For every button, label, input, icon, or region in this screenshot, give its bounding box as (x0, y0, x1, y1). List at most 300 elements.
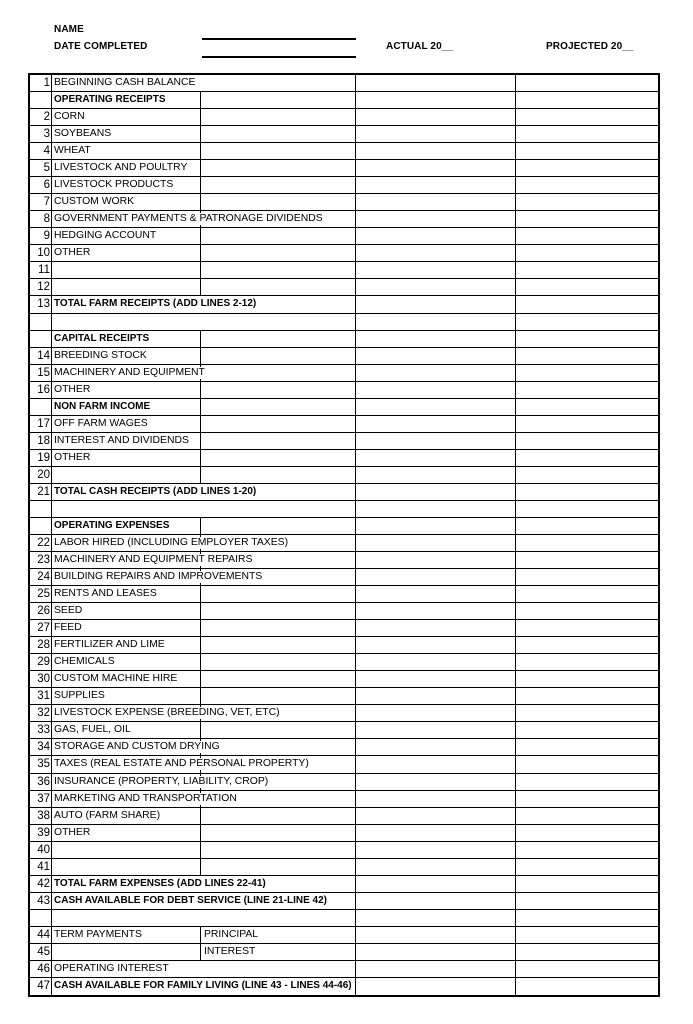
table-row (30, 586, 658, 603)
actual-value-cell[interactable] (356, 791, 516, 807)
actual-value-cell[interactable] (356, 978, 516, 995)
table-row (30, 501, 658, 518)
line-label: LIVESTOCK AND POULTRY (54, 162, 188, 174)
table-row (30, 774, 658, 791)
actual-value-cell[interactable] (356, 910, 516, 926)
actual-value-cell[interactable] (356, 739, 516, 755)
line-description-cell (52, 211, 356, 227)
line-description-cell (52, 160, 356, 176)
table-row (30, 365, 658, 382)
line-description-cell (52, 450, 356, 466)
column-divider (200, 348, 201, 364)
actual-value-cell[interactable] (356, 92, 516, 108)
table-row (30, 739, 658, 756)
actual-value-cell[interactable] (356, 126, 516, 142)
line-number: 30 (30, 671, 52, 687)
line-description-cell (52, 944, 356, 960)
table-row (30, 450, 658, 467)
projected-value-cell[interactable] (516, 808, 658, 824)
line-number: 42 (30, 876, 52, 892)
line-description-cell (52, 876, 356, 892)
line-description-cell (52, 586, 356, 602)
projected-value-cell[interactable] (516, 228, 658, 244)
actual-value-cell[interactable] (356, 654, 516, 670)
table-row (30, 279, 658, 296)
table-row (30, 688, 658, 705)
projected-value-cell[interactable] (516, 893, 658, 909)
column-divider (200, 126, 201, 142)
actual-value-cell[interactable] (356, 756, 516, 772)
column-divider (200, 279, 201, 295)
line-number: 7 (30, 194, 52, 210)
actual-value-cell[interactable] (356, 467, 516, 483)
projected-value-cell[interactable] (516, 296, 658, 312)
line-description-cell (52, 296, 356, 312)
line-label: LABOR HIRED (INCLUDING EMPLOYER TAXES) (54, 537, 289, 548)
projected-value-cell[interactable] (516, 92, 658, 108)
projected-value-cell[interactable] (516, 331, 658, 347)
actual-value-cell[interactable] (356, 296, 516, 312)
actual-value-cell[interactable] (356, 245, 516, 261)
line-number: 14 (30, 348, 52, 364)
line-description-cell (52, 705, 356, 721)
name-label: NAME (54, 24, 84, 35)
line-number: 20 (30, 467, 52, 483)
column-divider (200, 433, 201, 449)
table-row (30, 552, 658, 569)
actual-value-cell[interactable] (356, 194, 516, 210)
line-label: AUTO (FARM SHARE) (54, 809, 161, 821)
line-description-cell (52, 245, 356, 261)
actual-value-cell[interactable] (356, 382, 516, 398)
actual-value-cell[interactable] (356, 348, 516, 364)
actual-value-cell[interactable] (356, 688, 516, 704)
line-number (30, 314, 52, 330)
projected-value-cell[interactable] (516, 688, 658, 704)
line-label: CUSTOM WORK (54, 196, 135, 208)
line-description-cell (52, 620, 356, 636)
projected-value-cell[interactable] (516, 433, 658, 449)
actual-value-cell[interactable] (356, 842, 516, 858)
table-row (30, 331, 658, 348)
line-number: 39 (30, 825, 52, 841)
actual-value-cell[interactable] (356, 552, 516, 568)
projected-value-cell[interactable] (516, 143, 658, 159)
column-divider (200, 416, 201, 432)
projected-value-cell[interactable] (516, 262, 658, 278)
projected-value-cell[interactable] (516, 501, 658, 517)
table-row (30, 177, 658, 194)
actual-value-cell[interactable] (356, 314, 516, 330)
line-number: 18 (30, 433, 52, 449)
projected-value-cell[interactable] (516, 518, 658, 534)
column-divider (200, 620, 201, 636)
line-description-cell (52, 331, 356, 347)
line-label: TOTAL FARM EXPENSES (ADD LINES 22-41) (54, 877, 266, 889)
actual-value-cell[interactable] (356, 671, 516, 687)
table-row (30, 910, 658, 927)
projected-value-cell[interactable] (516, 842, 658, 858)
actual-value-cell[interactable] (356, 825, 516, 841)
line-label: LIVESTOCK EXPENSE (BREEDING, VET, ETC) (54, 707, 280, 719)
line-label: CORN (54, 111, 85, 123)
projected-column-header: PROJECTED 20__ (546, 41, 634, 52)
line-description-cell (52, 893, 356, 909)
line-description-cell (52, 756, 356, 772)
line-description-cell (52, 382, 356, 398)
table-row (30, 756, 658, 773)
projected-value-cell[interactable] (516, 910, 658, 926)
date-field-line[interactable] (202, 56, 356, 58)
projected-value-cell[interactable] (516, 927, 658, 943)
table-row (30, 399, 658, 416)
projected-value-cell[interactable] (516, 314, 658, 330)
actual-value-cell[interactable] (356, 228, 516, 244)
line-description-cell (52, 825, 356, 841)
line-number: 13 (30, 296, 52, 312)
line-description-cell (52, 143, 356, 159)
line-number: 4 (30, 143, 52, 159)
table-row (30, 211, 658, 228)
projected-value-cell[interactable] (516, 75, 658, 91)
table-row (30, 518, 658, 535)
projected-value-cell[interactable] (516, 739, 658, 755)
projected-value-cell[interactable] (516, 211, 658, 227)
column-divider (200, 228, 201, 244)
column-divider (200, 382, 201, 398)
line-description-cell (52, 109, 356, 125)
line-label: GAS, FUEL, OIL (54, 724, 131, 736)
projected-value-cell[interactable] (516, 774, 658, 790)
line-description-cell (52, 228, 356, 244)
actual-value-cell[interactable] (356, 331, 516, 347)
line-label: RENTS AND LEASES (54, 588, 157, 600)
actual-value-cell[interactable] (356, 160, 516, 176)
line-label: STORAGE AND CUSTOM DRYING (54, 741, 220, 753)
line-label: SUPPLIES (54, 690, 105, 702)
projected-value-cell[interactable] (516, 961, 658, 977)
projected-value-cell[interactable] (516, 365, 658, 381)
line-number: 15 (30, 365, 52, 381)
table-row (30, 603, 658, 620)
line-description-cell (52, 671, 356, 687)
actual-value-cell[interactable] (356, 450, 516, 466)
projected-value-cell[interactable] (516, 535, 658, 551)
line-description-cell (52, 399, 356, 415)
line-description-cell (52, 808, 356, 824)
column-divider (200, 331, 201, 347)
cash-flow-table (28, 73, 660, 997)
line-description-cell (52, 535, 356, 551)
actual-value-cell[interactable] (356, 620, 516, 636)
table-row (30, 433, 658, 450)
actual-value-cell[interactable] (356, 433, 516, 449)
column-divider (200, 654, 201, 670)
column-divider (200, 842, 201, 858)
table-row (30, 791, 658, 808)
projected-value-cell[interactable] (516, 654, 658, 670)
actual-value-cell[interactable] (356, 518, 516, 534)
projected-value-cell[interactable] (516, 586, 658, 602)
actual-value-cell[interactable] (356, 143, 516, 159)
line-label: INSURANCE (PROPERTY, LIABILITY, CROP) (54, 775, 269, 787)
projected-value-cell[interactable] (516, 825, 658, 841)
projected-value-cell[interactable] (516, 978, 658, 995)
table-row (30, 927, 658, 944)
line-label: FEED (54, 622, 82, 634)
actual-value-cell[interactable] (356, 774, 516, 790)
line-number: 38 (30, 808, 52, 824)
line-label: OPERATING INTEREST (54, 962, 169, 974)
line-label: OTHER (54, 383, 91, 395)
line-sublabel: INTEREST (204, 945, 256, 957)
projected-value-cell[interactable] (516, 348, 658, 364)
line-label: NON FARM INCOME (54, 400, 151, 412)
line-description-cell (52, 722, 356, 738)
actual-column-header: ACTUAL 20__ (386, 41, 454, 52)
actual-value-cell[interactable] (356, 109, 516, 125)
line-description-cell (52, 484, 356, 500)
table-row (30, 569, 658, 586)
projected-value-cell[interactable] (516, 569, 658, 585)
line-number: 41 (30, 859, 52, 875)
projected-value-cell[interactable] (516, 160, 658, 176)
projected-value-cell[interactable] (516, 944, 658, 960)
line-label: SEED (54, 605, 83, 617)
line-label: FERTILIZER AND LIME (54, 639, 165, 651)
line-number: 32 (30, 705, 52, 721)
line-label: GOVERNMENT PAYMENTS & PATRONAGE DIVIDENDS (54, 213, 323, 225)
actual-value-cell[interactable] (356, 944, 516, 960)
projected-value-cell[interactable] (516, 859, 658, 875)
projected-value-cell[interactable] (516, 756, 658, 772)
projected-value-cell[interactable] (516, 637, 658, 653)
line-number: 35 (30, 756, 52, 772)
table-row (30, 126, 658, 143)
column-divider (200, 92, 201, 108)
actual-value-cell[interactable] (356, 365, 516, 381)
actual-value-cell[interactable] (356, 416, 516, 432)
projected-value-cell[interactable] (516, 194, 658, 210)
table-row (30, 484, 658, 501)
line-label: LIVESTOCK PRODUCTS (54, 179, 174, 191)
projected-value-cell[interactable] (516, 876, 658, 892)
line-description-cell (52, 978, 356, 995)
date-completed-label: DATE COMPLETED (54, 41, 148, 52)
projected-value-cell[interactable] (516, 791, 658, 807)
projected-value-cell[interactable] (516, 399, 658, 415)
line-number: 2 (30, 109, 52, 125)
table-row (30, 109, 658, 126)
line-description-cell (52, 314, 356, 330)
line-number: 33 (30, 722, 52, 738)
actual-value-cell[interactable] (356, 211, 516, 227)
line-label: WHEAT (54, 145, 91, 157)
line-number: 34 (30, 739, 52, 755)
actual-value-cell[interactable] (356, 705, 516, 721)
line-sublabel: PRINCIPAL (204, 928, 259, 940)
table-row (30, 893, 658, 910)
projected-value-cell[interactable] (516, 126, 658, 142)
projected-value-cell[interactable] (516, 109, 658, 125)
actual-value-cell[interactable] (356, 484, 516, 500)
table-row (30, 416, 658, 433)
table-row (30, 876, 658, 893)
actual-value-cell[interactable] (356, 808, 516, 824)
line-description-cell (52, 637, 356, 653)
actual-value-cell[interactable] (356, 399, 516, 415)
line-description-cell (52, 416, 356, 432)
table-row (30, 262, 658, 279)
table-row (30, 467, 658, 484)
line-number: 43 (30, 893, 52, 909)
line-label: OPERATING RECEIPTS (54, 94, 166, 106)
line-number: 47 (30, 978, 52, 995)
line-label: TAXES (REAL ESTATE AND PERSONAL PROPERTY) (54, 758, 309, 770)
line-number: 44 (30, 927, 52, 943)
line-number: 36 (30, 774, 52, 790)
projected-value-cell[interactable] (516, 416, 658, 432)
actual-value-cell[interactable] (356, 569, 516, 585)
line-label: MARKETING AND TRANSPORTATION (54, 792, 237, 804)
table-row (30, 825, 658, 842)
line-description-cell (52, 92, 356, 108)
column-divider (200, 160, 201, 176)
line-description-cell (52, 279, 356, 295)
line-number: 17 (30, 416, 52, 432)
line-label: CASH AVAILABLE FOR DEBT SERVICE (LINE 21-LINE 42) (54, 894, 327, 906)
line-description-cell (52, 501, 356, 517)
table-row (30, 92, 658, 109)
table-row (30, 160, 658, 177)
projected-value-cell[interactable] (516, 177, 658, 193)
column-divider (200, 262, 201, 278)
actual-value-cell[interactable] (356, 961, 516, 977)
column-divider (200, 671, 201, 687)
table-row (30, 245, 658, 262)
line-number: 11 (30, 262, 52, 278)
line-number: 19 (30, 450, 52, 466)
line-label: TERM PAYMENTS (54, 928, 142, 940)
line-label: CUSTOM MACHINE HIRE (54, 673, 178, 685)
projected-value-cell[interactable] (516, 279, 658, 295)
actual-value-cell[interactable] (356, 722, 516, 738)
table-row (30, 535, 658, 552)
projected-value-cell[interactable] (516, 705, 658, 721)
line-description-cell (52, 654, 356, 670)
line-label: SOYBEANS (54, 128, 112, 140)
line-description-cell (52, 262, 356, 278)
projected-value-cell[interactable] (516, 620, 658, 636)
column-divider (200, 450, 201, 466)
line-label: OPERATING EXPENSES (54, 519, 170, 531)
actual-value-cell[interactable] (356, 859, 516, 875)
line-description-cell (52, 842, 356, 858)
line-number: 8 (30, 211, 52, 227)
projected-value-cell[interactable] (516, 671, 658, 687)
line-label: TOTAL FARM RECEIPTS (ADD LINES 2-12) (54, 298, 257, 310)
column-divider (200, 808, 201, 824)
actual-value-cell[interactable] (356, 893, 516, 909)
column-divider (200, 194, 201, 210)
line-description-cell (52, 126, 356, 142)
column-divider (200, 143, 201, 159)
actual-value-cell[interactable] (356, 535, 516, 551)
table-row (30, 348, 658, 365)
projected-value-cell[interactable] (516, 722, 658, 738)
line-number: 22 (30, 535, 52, 551)
line-label: MACHINERY AND EQUIPMENT REPAIRS (54, 554, 253, 566)
line-number: 16 (30, 382, 52, 398)
projected-value-cell[interactable] (516, 382, 658, 398)
actual-value-cell[interactable] (356, 586, 516, 602)
column-divider (200, 603, 201, 619)
table-row (30, 620, 658, 637)
actual-value-cell[interactable] (356, 279, 516, 295)
line-description-cell (52, 927, 356, 943)
line-description-cell (52, 774, 356, 790)
line-number (30, 501, 52, 517)
actual-value-cell[interactable] (356, 637, 516, 653)
line-description-cell (52, 194, 356, 210)
line-description-cell (52, 365, 356, 381)
projected-value-cell[interactable] (516, 467, 658, 483)
line-description-cell (52, 603, 356, 619)
actual-value-cell[interactable] (356, 927, 516, 943)
line-number: 6 (30, 177, 52, 193)
line-number (30, 331, 52, 347)
line-number: 28 (30, 637, 52, 653)
column-divider (200, 927, 201, 943)
line-number (30, 399, 52, 415)
projected-value-cell[interactable] (516, 450, 658, 466)
line-label: BEGINNING CASH BALANCE (54, 77, 196, 88)
projected-value-cell[interactable] (516, 484, 658, 500)
table-row (30, 228, 658, 245)
line-description-cell (52, 739, 356, 755)
table-row (30, 75, 658, 92)
table-row (30, 143, 658, 160)
actual-value-cell[interactable] (356, 177, 516, 193)
projected-value-cell[interactable] (516, 245, 658, 261)
table-row (30, 859, 658, 876)
line-number (30, 92, 52, 108)
table-row (30, 671, 658, 688)
line-number: 25 (30, 586, 52, 602)
actual-value-cell[interactable] (356, 876, 516, 892)
line-number: 27 (30, 620, 52, 636)
actual-value-cell[interactable] (356, 75, 516, 91)
line-number (30, 518, 52, 534)
table-row (30, 296, 658, 313)
actual-value-cell[interactable] (356, 603, 516, 619)
actual-value-cell[interactable] (356, 501, 516, 517)
line-number: 21 (30, 484, 52, 500)
line-label: OTHER (54, 451, 91, 463)
line-description-cell (52, 910, 356, 926)
table-row (30, 705, 658, 722)
projected-value-cell[interactable] (516, 603, 658, 619)
name-field-line[interactable] (202, 38, 356, 40)
line-number: 29 (30, 654, 52, 670)
column-divider (200, 722, 201, 738)
table-row (30, 944, 658, 961)
column-divider (200, 944, 201, 960)
table-row (30, 194, 658, 211)
projected-value-cell[interactable] (516, 552, 658, 568)
table-row (30, 961, 658, 978)
actual-value-cell[interactable] (356, 262, 516, 278)
